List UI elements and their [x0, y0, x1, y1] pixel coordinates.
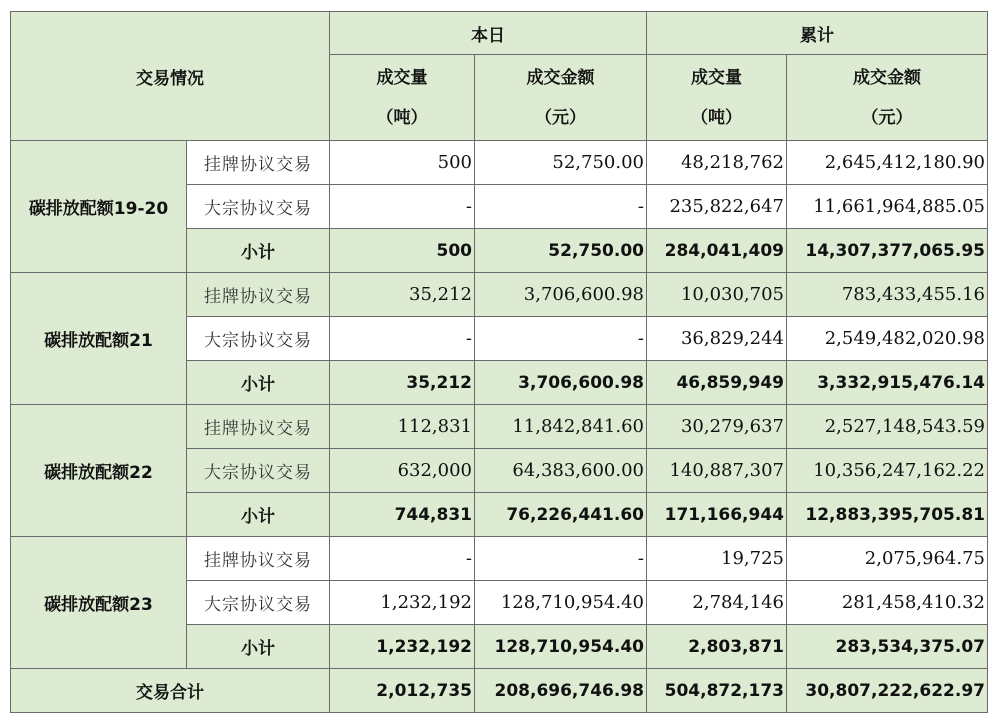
today-amount: - — [475, 185, 647, 229]
subtotal-cum-amount: 14,307,377,065.95 — [787, 229, 988, 273]
cum-amount: 281,458,410.32 — [787, 581, 988, 625]
category-name: 碳排放配额19-20 — [11, 141, 187, 273]
header-cum-amount — [787, 55, 988, 141]
trading-summary-table — [10, 11, 988, 713]
subtotal-cum-amount: 12,883,395,705.81 — [787, 493, 988, 537]
cum-volume: 48,218,762 — [647, 141, 787, 185]
subtotal-label: 小计 — [187, 625, 330, 669]
category-name: 碳排放配额21 — [11, 273, 187, 405]
total-row — [11, 669, 988, 713]
trade-type: 大宗协议交易 — [187, 581, 330, 625]
subtotal-today-volume: 744,831 — [330, 493, 475, 537]
header-amount-unit: （元） — [535, 107, 586, 128]
today-amount: 11,842,841.60 — [475, 405, 647, 449]
header-amount-label: 成交金额 — [853, 67, 921, 88]
category-name: 碳排放配额23 — [11, 537, 187, 669]
today-volume: 112,831 — [330, 405, 475, 449]
table-row — [11, 273, 988, 317]
cum-amount: 2,549,482,020.98 — [787, 317, 988, 361]
today-amount: - — [475, 537, 647, 581]
header-amount-label: 成交金额 — [526, 67, 595, 88]
total-cum-amount: 30,807,222,622.97 — [787, 669, 988, 713]
subtotal-cum-amount: 3,332,915,476.14 — [787, 361, 988, 405]
cum-volume: 30,279,637 — [647, 405, 787, 449]
trade-type: 挂牌协议交易 — [187, 141, 330, 185]
cum-amount: 10,356,247,162.22 — [787, 449, 988, 493]
today-volume: - — [330, 185, 475, 229]
total-cum-volume: 504,872,173 — [647, 669, 787, 713]
cum-amount: 11,661,964,885.05 — [787, 185, 988, 229]
today-amount: 128,710,954.40 — [475, 581, 647, 625]
today-amount: 3,706,600.98 — [475, 273, 647, 317]
subtotal-today-volume: 35,212 — [330, 361, 475, 405]
trade-type: 挂牌协议交易 — [187, 273, 330, 317]
cum-volume: 19,725 — [647, 537, 787, 581]
cum-volume: 2,784,146 — [647, 581, 787, 625]
today-volume: - — [330, 537, 475, 581]
table-row — [11, 141, 988, 185]
today-amount: 64,383,600.00 — [475, 449, 647, 493]
subtotal-today-volume: 500 — [330, 229, 475, 273]
subtotal-label: 小计 — [187, 493, 330, 537]
cum-amount: 2,527,148,543.59 — [787, 405, 988, 449]
category-name: 碳排放配额22 — [11, 405, 187, 537]
header-volume-unit: （吨） — [691, 107, 742, 128]
subtotal-today-amount: 76,226,441.60 — [475, 493, 647, 537]
header-amount-unit: （元） — [861, 107, 913, 128]
total-today-amount: 208,696,746.98 — [475, 669, 647, 713]
total-today-volume: 2,012,735 — [330, 669, 475, 713]
cum-volume: 36,829,244 — [647, 317, 787, 361]
trade-type: 大宗协议交易 — [187, 185, 330, 229]
trade-type: 大宗协议交易 — [187, 317, 330, 361]
today-volume: 632,000 — [330, 449, 475, 493]
header-today-amount — [475, 55, 647, 141]
cum-amount: 783,433,455.16 — [787, 273, 988, 317]
header-trade-info: 交易情况 — [11, 12, 330, 141]
subtotal-cum-volume: 2,803,871 — [647, 625, 787, 669]
subtotal-cum-volume: 171,166,944 — [647, 493, 787, 537]
cum-volume: 10,030,705 — [647, 273, 787, 317]
subtotal-today-amount: 128,710,954.40 — [475, 625, 647, 669]
trade-type: 挂牌协议交易 — [187, 537, 330, 581]
table-row — [11, 405, 988, 449]
today-volume: 1,232,192 — [330, 581, 475, 625]
header-today-volume — [330, 55, 475, 141]
trade-type: 大宗协议交易 — [187, 449, 330, 493]
table-row — [11, 537, 988, 581]
today-volume: 35,212 — [330, 273, 475, 317]
subtotal-cum-amount: 283,534,375.07 — [787, 625, 988, 669]
header-cum-volume — [647, 55, 787, 141]
today-amount: 52,750.00 — [475, 141, 647, 185]
subtotal-cum-volume: 284,041,409 — [647, 229, 787, 273]
cum-amount: 2,645,412,180.90 — [787, 141, 988, 185]
cum-volume: 235,822,647 — [647, 185, 787, 229]
header-volume-label: 成交量 — [376, 67, 428, 88]
header-volume-unit: （吨） — [376, 107, 428, 128]
header-volume-label: 成交量 — [691, 67, 742, 88]
subtotal-today-amount: 52,750.00 — [475, 229, 647, 273]
today-amount: - — [475, 317, 647, 361]
header-today: 本日 — [330, 12, 647, 55]
cum-volume: 140,887,307 — [647, 449, 787, 493]
today-volume: 500 — [330, 141, 475, 185]
total-label: 交易合计 — [11, 669, 330, 713]
subtotal-today-volume: 1,232,192 — [330, 625, 475, 669]
subtotal-label: 小计 — [187, 361, 330, 405]
today-volume: - — [330, 317, 475, 361]
subtotal-today-amount: 3,706,600.98 — [475, 361, 647, 405]
subtotal-cum-volume: 46,859,949 — [647, 361, 787, 405]
cum-amount: 2,075,964.75 — [787, 537, 988, 581]
trade-type: 挂牌协议交易 — [187, 405, 330, 449]
header-cumulative: 累计 — [647, 12, 988, 55]
subtotal-label: 小计 — [187, 229, 330, 273]
